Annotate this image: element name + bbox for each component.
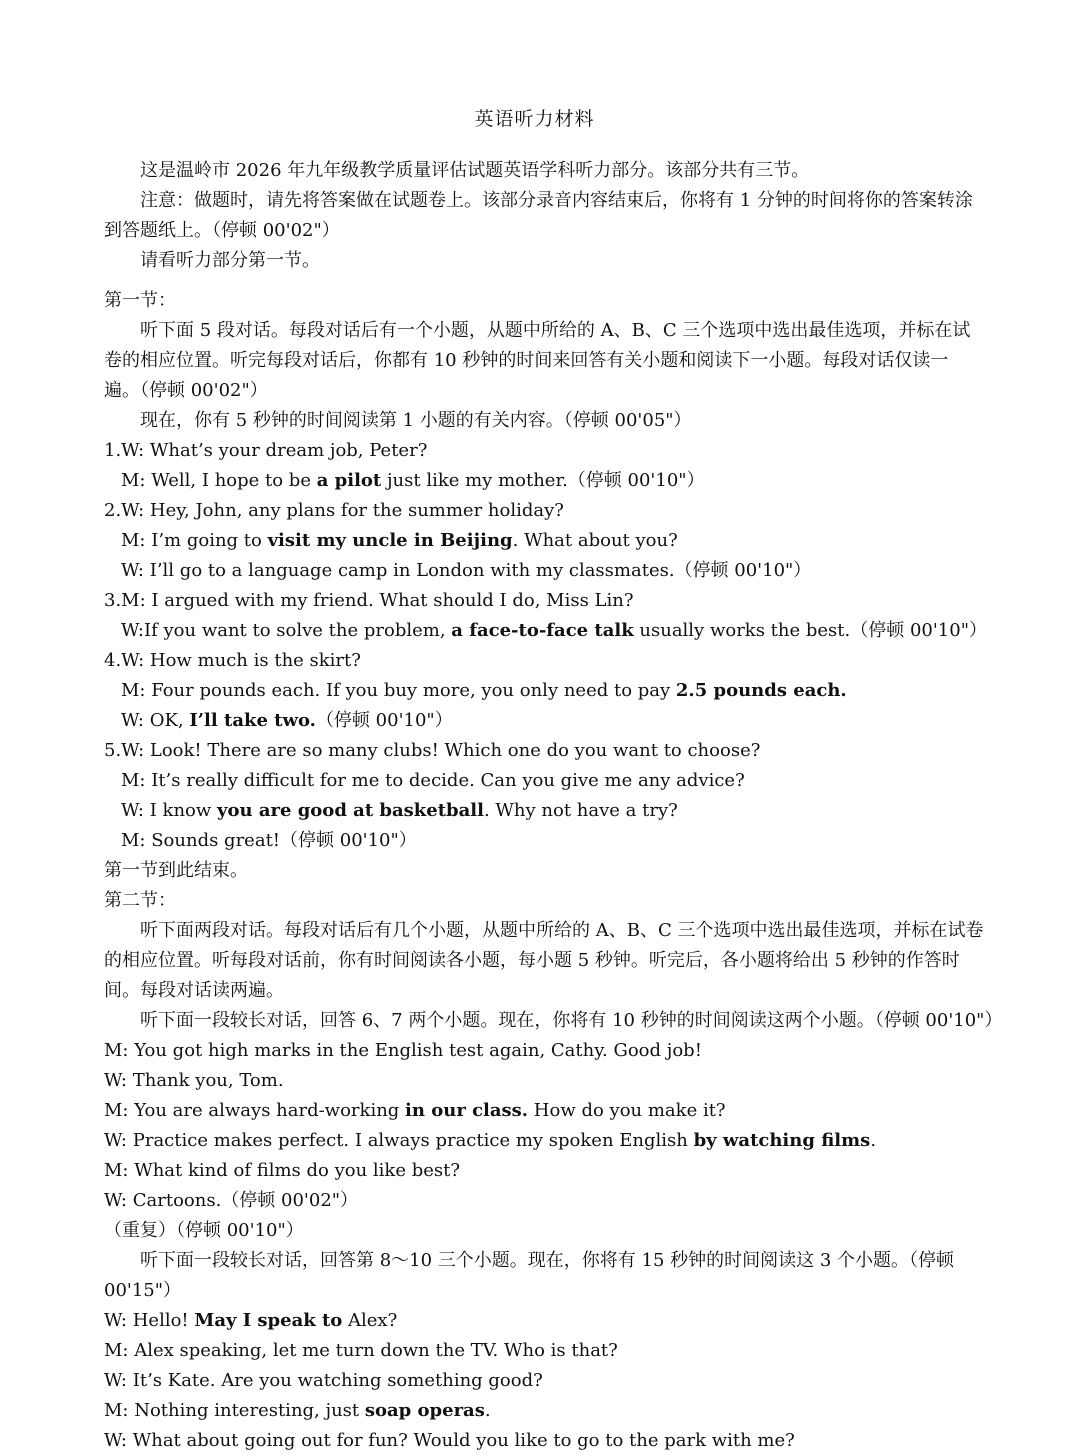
document-title: 英语听力材料 bbox=[474, 108, 595, 130]
section2-heading: 第二节： bbox=[104, 890, 176, 911]
q4-line-b: M: Four pounds each. If you buy more, you only need to pay 2.5 pounds each. bbox=[121, 680, 847, 701]
dialog2-intro: 听下面一段较长对话，回答第 8～10 三个小题。现在，你将有 15 秒钟的时间阅读这 3 个小题。（停顿 00'15"） bbox=[104, 1250, 955, 1301]
q1-line-a: 1.W: What’s your dream job, Peter? bbox=[104, 440, 428, 461]
section1-instructions: 听下面 5 段对话。每段对话后有一个小题，从题中所给的 A、B、C 三个选项中选出最佳选项，并标在试卷的相应位置。听完每段对话后，你都有 10 秒钟的时间来回答有关小题和阅读下一小题。每段对话仅读一遍。（停顿 00'02"） bbox=[104, 320, 971, 401]
intro-line-3: 请看听力部分第一节。 bbox=[140, 250, 320, 271]
q2-line-b: M: I’m going to visit my uncle in Beijing. What about you? bbox=[121, 530, 678, 551]
d2-line-2: M: Alex speaking, let me turn down the TV. Who is that? bbox=[104, 1340, 618, 1361]
q3-line-b: W:If you want to solve the problem, a face-to-face talk usually works the best.（停顿 00'10"） bbox=[121, 620, 987, 641]
q4-line-a: 4.W: How much is the skirt? bbox=[104, 650, 361, 671]
q1-line-b: M: Well, I hope to be a pilot just like my mother.（停顿 00'10"） bbox=[121, 470, 705, 491]
d2-line-1: W: Hello! May I speak to Alex? bbox=[104, 1310, 398, 1331]
dialog1-intro: 听下面一段较长对话，回答 6、7 两个小题。现在，你将有 10 秒钟的时间阅读这两个小题。（停顿 00'10"） bbox=[140, 1010, 1003, 1031]
d2-line-3: W: It’s Kate. Are you watching something good? bbox=[104, 1370, 543, 1391]
intro-line-1: 这是温岭市 2026 年九年级教学质量评估试题英语学科听力部分。该部分共有三节。 bbox=[140, 160, 810, 181]
q5-line-b: M: It’s really difficult for me to decide. Can you give me any advice? bbox=[121, 770, 745, 791]
q5-line-d: M: Sounds great!（停顿 00'10"） bbox=[121, 830, 417, 851]
q5-line-a: 5.W: Look! There are so many clubs! Which one do you want to choose? bbox=[104, 740, 761, 761]
d1-repeat: （重复）（停顿 00'10"） bbox=[104, 1220, 304, 1241]
d1-line-2: W: Thank you, Tom. bbox=[104, 1070, 284, 1091]
d2-line-4: M: Nothing interesting, just soap operas. bbox=[104, 1400, 491, 1421]
q4-line-c: W: OK, I’ll take two.（停顿 00'10"） bbox=[121, 710, 453, 731]
section2-instructions: 听下面两段对话。每段对话后有几个小题，从题中所给的 A、B、C 三个选项中选出最佳选项，并标在试卷的相应位置。听每段对话前，你有时间阅读各小题，每小题 5 秒钟。听完后，各小题将给出 5 秒钟的作答时间。每段对话读两遍。 bbox=[104, 920, 984, 1001]
d1-line-3: M: You are always hard-working in our class. How do you make it? bbox=[104, 1100, 726, 1121]
d2-line-5: W: What about going out for fun? Would you like to go to the park with me? bbox=[104, 1430, 795, 1451]
q2-line-a: 2.W: Hey, John, any plans for the summer holiday? bbox=[104, 500, 564, 521]
section1-reading-time: 现在，你有 5 秒钟的时间阅读第 1 小题的有关内容。（停顿 00'05"） bbox=[140, 410, 692, 431]
q5-line-c: W: I know you are good at basketball. Why not have a try? bbox=[121, 800, 678, 821]
d1-line-5: M: What kind of films do you like best? bbox=[104, 1160, 461, 1181]
intro-line-2: 注意：做题时，请先将答案做在试题卷上。该部分录音内容结束后，你将有 1 分钟的时间将你的答案转涂到答题纸上。（停顿 00'02"） bbox=[104, 190, 973, 241]
document-body bbox=[104, 156, 1003, 1456]
d1-line-4: W: Practice makes perfect. I always practice my spoken English by watching films. bbox=[104, 1130, 877, 1151]
q3-line-a: 3.M: I argued with my friend. What should I do, Miss Lin? bbox=[104, 590, 634, 611]
d1-line-6: W: Cartoons.（停顿 00'02"） bbox=[104, 1190, 359, 1211]
q2-line-c: W: I’ll go to a language camp in London with my classmates.（停顿 00'10"） bbox=[121, 560, 812, 581]
section1-end: 第一节到此结束。 bbox=[104, 860, 248, 881]
d1-line-1: M: You got high marks in the English test again, Cathy. Good job! bbox=[104, 1040, 702, 1061]
section1-heading: 第一节： bbox=[104, 290, 176, 311]
